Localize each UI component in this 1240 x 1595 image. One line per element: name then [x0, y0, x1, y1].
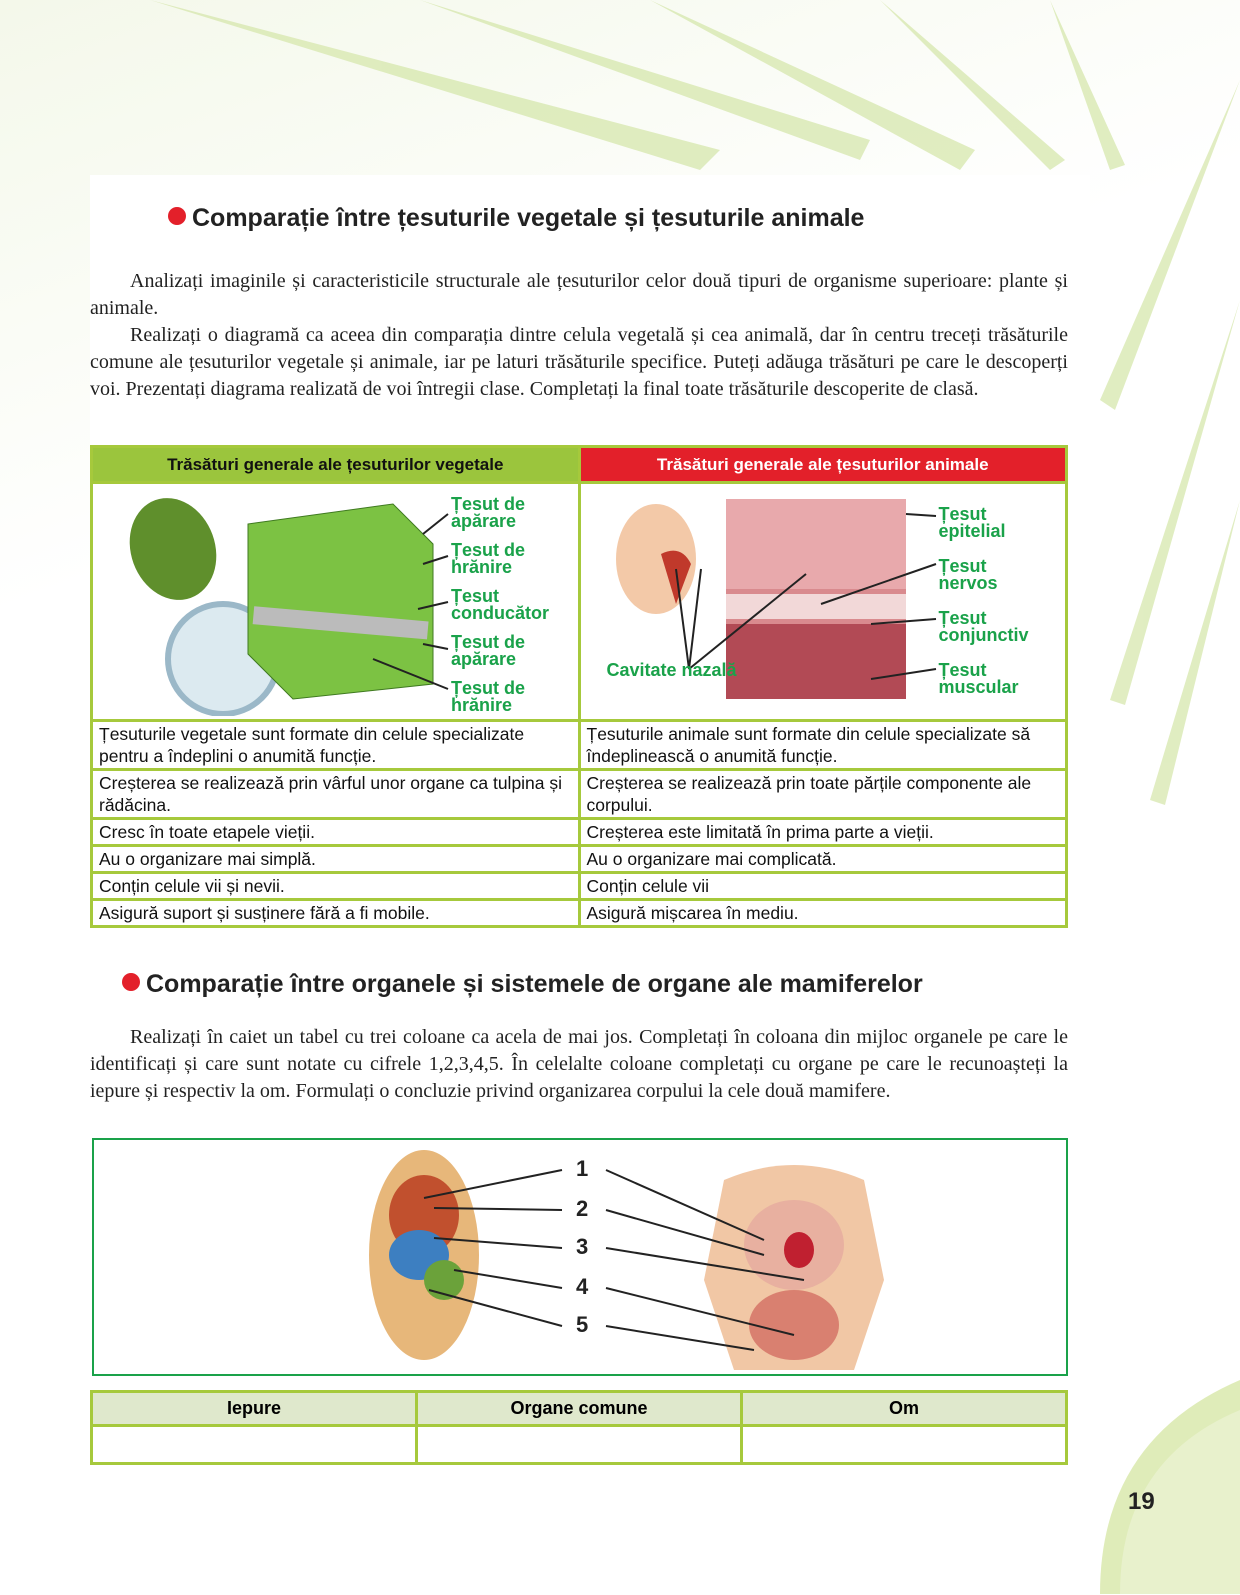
tissue-label: Țesut nervos: [938, 556, 998, 593]
plant-cell: Conțin celule vii și nevii.: [92, 873, 580, 900]
empty-cell[interactable]: [417, 1426, 742, 1464]
plant-cell: Țesuturile vegetale sunt formate din celule specializate pentru a îndeplini o anumită funcție.: [92, 721, 580, 770]
tissue-label: Țesut de hrănire: [451, 678, 526, 715]
organ-number: 1: [576, 1156, 589, 1181]
table-row: [92, 819, 1067, 846]
section1-instructions: [90, 268, 1068, 403]
organ-number: 2: [576, 1196, 589, 1221]
table-row: [92, 846, 1067, 873]
animal-cell: Conțin celule vii: [579, 873, 1067, 900]
table-row: [92, 770, 1067, 819]
section2-title-text: Comparație între organele și sistemele de organe ale mamiferelor: [146, 970, 923, 998]
tissue-label: Țesut conjunctiv: [938, 608, 1029, 645]
organ-number: 5: [576, 1312, 589, 1337]
plant-cell: Asigură suport și susținere fără a fi mobile.: [92, 900, 580, 927]
plant-tissue-illustration: [92, 483, 580, 721]
tissue-label: Țesut conducător: [451, 586, 550, 623]
animal-tissue-illustration: [579, 483, 1067, 721]
section2-title: [122, 970, 923, 999]
organ-number: 4: [576, 1274, 589, 1299]
section2-instructions: [90, 1024, 1068, 1105]
bullet-icon: [122, 973, 140, 991]
plant-cell: Creșterea se realizează prin vârful unor organe ca tulpina și rădăcina.: [92, 770, 580, 819]
empty-cell[interactable]: [742, 1426, 1067, 1464]
organ-number: 3: [576, 1234, 589, 1259]
paragraph: Realizați în caiet un tabel cu trei coloane ca acela de mai jos. Completați în coloana din mijloc organele pe care le identificați și care sunt notate cu cifrele 1,2,3,4,5. În celelalte coloane completați cu organe pe care le recunoașteți la iepure și respectiv la om. Formulați o concluzie privind organizarea corpului la cele două mamifere.: [90, 1026, 1068, 1102]
animal-cell: Țesuturile animale sunt formate din celule specializate să îndeplinească o anumită funcție.: [579, 721, 1067, 770]
animal-cell: Au o organizare mai complicată.: [579, 846, 1067, 873]
animal-cell: Creșterea este limitată în prima parte a vieții.: [579, 819, 1067, 846]
tissue-label: Țesut epitelial: [938, 504, 1006, 541]
plant-header: Trăsături generale ale țesuturilor vegetale: [92, 447, 580, 483]
tissue-label: Țesut de apărare: [451, 632, 526, 669]
paragraph: Realizați o diagramă ca aceea din comparația dintre celula vegetală și cea animală, dar în centru treceți trăsăturile comune ale țesuturilor vegetale și animale, iar pe laturi trăsăturile specifice. Puteți adăuga trăsături pe care le descoperți voi. Prezentați diagrama realizată de voi întregii clase. Completați la final toate trăsăturile descoperite de clasă.: [90, 324, 1068, 400]
bullet-icon: [168, 207, 186, 225]
header-rabbit: Iepure: [92, 1392, 417, 1426]
organs-table: [90, 1390, 1068, 1465]
tissue-label: Țesut muscular: [938, 660, 1019, 697]
animal-header: Trăsături generale ale țesuturilor animale: [579, 447, 1067, 483]
header-common-organs: Organe comune: [417, 1392, 742, 1426]
paragraph: Analizați imaginile și caracteristicile structurale ale țesuturilor celor două tipuri de organisme superioare: plante și animale.: [90, 270, 1068, 319]
plant-cell: Au o organizare mai simplă.: [92, 846, 580, 873]
tissue-label: Țesut de apărare: [451, 494, 526, 531]
tissue-comparison-table: [90, 445, 1068, 928]
empty-cell[interactable]: [92, 1426, 417, 1464]
header-human: Om: [742, 1392, 1067, 1426]
mammal-organs-figure: [92, 1138, 1068, 1376]
section1-title-text: Comparație între țesuturile vegetale și țesuturile animale: [192, 204, 865, 232]
animal-cell: Creșterea se realizează prin toate părțile componente ale corpului.: [579, 770, 1067, 819]
nasal-cavity-label: Cavitate nazală: [606, 660, 737, 680]
page-number: 19: [1128, 1488, 1155, 1515]
table-row: [92, 721, 1067, 770]
animal-cell: Asigură mișcarea în mediu.: [579, 900, 1067, 927]
section1-title: [168, 204, 864, 233]
table-row: [92, 873, 1067, 900]
tissue-label: Țesut de hrănire: [451, 540, 526, 577]
table-row: [92, 900, 1067, 927]
plant-cell: Cresc în toate etapele vieții.: [92, 819, 580, 846]
